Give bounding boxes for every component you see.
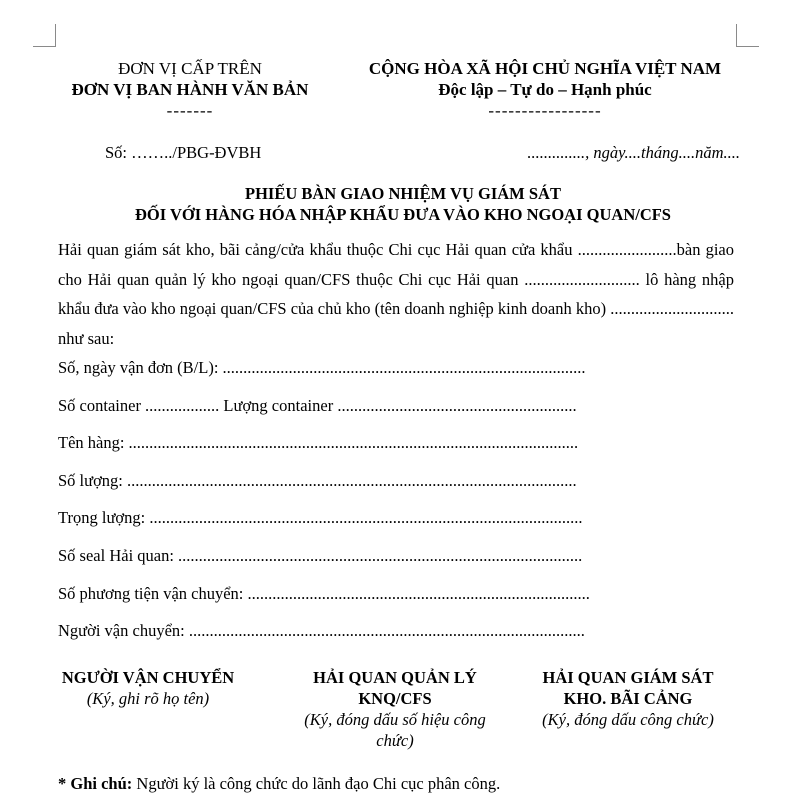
parent-unit-name: ĐƠN VỊ CẤP TRÊN [118,59,262,78]
title-line-1: PHIẾU BÀN GIAO NHIỆM VỤ GIÁM SÁT [245,184,561,203]
signature-title: NGƯỜI VẬN CHUYỂN [61,668,235,687]
signature-block-carrier [48,667,248,709]
page-corner-mark-right [736,24,759,47]
field-carrier: Người vận chuyển: ................................................................................................ [58,621,585,640]
field-customs-seal: Số seal Hải quan: .................................................................................................. [58,546,583,565]
signature-note: (Ký, đóng dấu số hiệu công chức) [304,710,486,750]
field-vehicle-number: Số phương tiện vận chuyển: ................................................................................... [58,584,590,603]
page-corner-mark-left [33,24,56,47]
signature-title: HẢI QUAN GIÁM SÁT KHO. BÃI CẢNG [542,668,714,708]
footnote-text: Người ký là công chức do lãnh đạo Chi cục phân công. [132,774,501,793]
national-motto: Độc lập – Tự do – Hạnh phúc [438,80,652,99]
right-header-separator: ----------------- [488,101,602,120]
field-container: Số container .................. Lượng container .......................................................... [58,396,577,415]
national-motto-header [330,58,760,121]
document-title [40,183,766,225]
footnote [58,774,500,794]
document-date: .............., ngày....tháng....năm.... [527,143,740,162]
document-number: Số: ……../PBG-ĐVBH [105,143,262,162]
field-weight: Trọng lượng: ......................................................................................................... [58,508,583,527]
intro-paragraph: Hải quan giám sát kho, bãi cảng/cửa khẩu thuộc Chi cục Hải quan cửa khẩu ........................bàn giao cho Hải quan quản lý kho ngoại quan/CFS thuộc Chi cục Hải quan ............................ lô hàng nhập khẩu đưa vào kho ngoại quan/CFS của chủ kho (tên doanh nghiệp kinh doanh kho) .............................. như sau: [58,240,734,348]
footnote-label: * Ghi chú: [58,774,133,793]
field-quantity: Số lượng: ............................................................................................................. [58,471,577,490]
signature-note: (Ký, ghi rõ họ tên) [86,689,210,708]
signature-block-bonded-warehouse-customs [290,667,500,751]
signature-block-supervising-customs [522,667,734,730]
issuing-unit-header [40,58,340,121]
title-line-2: ĐỐI VỚI HÀNG HÓA NHẬP KHẨU ĐƯA VÀO KHO NGOẠI QUAN/CFS [135,205,671,224]
field-bill-of-lading: Số, ngày vận đơn (B/L): ........................................................................................ [58,358,586,377]
issuing-unit-name: ĐƠN VỊ BAN HÀNH VĂN BẢN [71,80,309,99]
signature-note: (Ký, đóng dấu công chức) [542,710,714,729]
left-header-separator: ------- [166,101,214,120]
signature-title: HẢI QUAN QUẢN LÝ KNQ/CFS [313,668,477,708]
country-name: CỘNG HÒA XÃ HỘI CHỦ NGHĨA VIỆT NAM [368,59,722,78]
field-goods-name: Tên hàng: ............................................................................................................. [58,433,579,452]
